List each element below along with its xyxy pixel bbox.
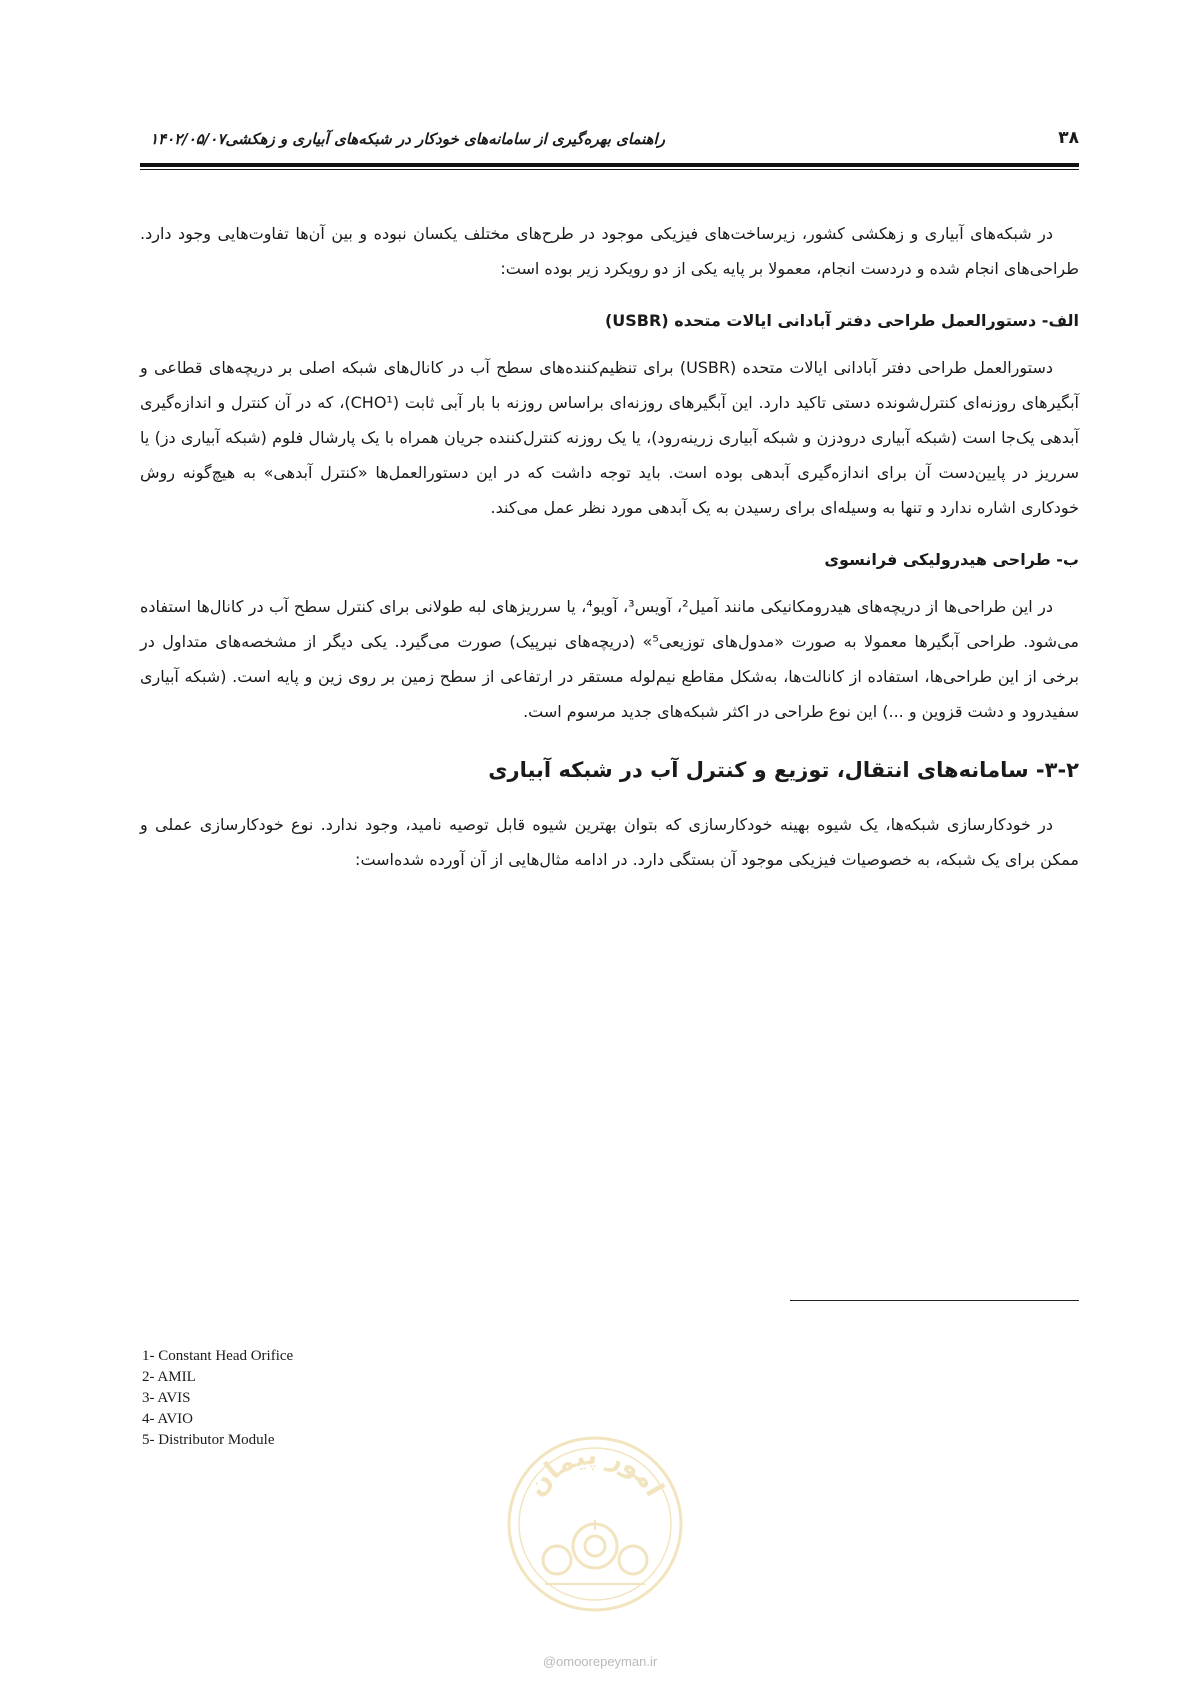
- header-rule-thick: [140, 163, 1079, 167]
- footnote-5: 5- Distributor Module: [142, 1432, 275, 1448]
- header-title-text: راهنمای بهره‌گیری از سامانه‌های خودکار در شبکه‌های آبیاری و زهکشی: [225, 130, 665, 148]
- page-header: [140, 124, 1079, 154]
- header-date: ۱۴۰۲/۰۵/۰۷: [150, 130, 226, 148]
- watermark-url: @omoorepeyman.ir: [542, 1654, 658, 1669]
- section-b-heading: ب- طراحی هیدرولیکی فرانسوی: [824, 550, 1079, 569]
- footnote-separator: [790, 1300, 1079, 1301]
- footnote-3: 3- AVIS: [142, 1390, 191, 1406]
- footnotes: [142, 1346, 293, 1451]
- section-b-paragraph: در این طراحی‌ها از دریچه‌های هیدرومکانیکی مانند آمیل²، آویس³، آویو⁴، یا سرریزهای لبه طولانی برای کنترل سطح آب در کانال‌ها استفاده می‌شود. طراحی آبگیرها معمولا به صورت «مدول‌های توزیعی⁵» (دریچه‌های نیرپیک) صورت می‌گیرد. یکی دیگر از مشخصه‌های متداول در برخی از این طراحی‌ها، استفاده از کانالت‌ها، به‌شکل مقاطع نیم‌لوله مستقر در ارتفاعی از سطح زمین بر روی زین و پایه است. (شبکه آبیاری سفیدرود و دشت قزوین و ...) این نوع طراحی در اکثر شبکه‌های جدید مرسوم است.: [140, 597, 1079, 721]
- section-a-paragraph: دستورالعمل طراحی دفتر آبادانی ایالات متحده (USBR) برای تنظیم‌کننده‌های سطح آب در کانال‌های شبکه اصلی بر دریچه‌های قطاعی و آبگیرهای روزنه‌ای کنترل‌شونده دستی تاکید دارد. این آبگیرهای روزنه‌ای براساس روزنه با بار آبی ثابت (CHO¹)، که در آن کنترل و اندازه‌گیری آبدهی یک‌جا است (شبکه آبیاری درودزن و شبکه آبیاری زرینه‌رود)، یا یک روزنه کنترل‌کننده جریان همراه با یک پارشال فلوم (شبکه آبیاری دز) یا سرریز در پایین‌دست آن برای اندازه‌گیری آبدهی بوده است. باید توجه داشت که در این دستورالعمل‌ها «کنترل آبدهی» به هیچ‌گونه روش خودکاری اشاره ندارد و تنها به وسیله‌ای برای رسیدن به یک آبدهی مورد نظر عمل می‌کند.: [140, 358, 1080, 517]
- watermark-seal-icon: [505, 1434, 685, 1614]
- section-3-2-paragraph: در خودکارسازی شبکه‌ها، یک شیوه بهینه خودکارسازی که بتوان بهترین شیوه قابل توصیه نامید، وجود ندارد. نوع خودکارسازی عملی و ممکن برای یک شبکه، به خصوصیات فیزیکی موجود آن بستگی دارد. در ادامه مثال‌هایی از آن آورده شده‌است:: [140, 815, 1079, 869]
- footnote-2: 2- AMIL: [142, 1369, 196, 1385]
- footnote-4: 4- AVIO: [142, 1411, 193, 1427]
- watermark-logo-text: امور پیمان: [521, 1440, 670, 1502]
- svg-text:امور پیمان: [521, 1441, 669, 1502]
- footnote-1: 1- Constant Head Orifice: [142, 1348, 294, 1364]
- header-rule-thin: [140, 169, 1079, 170]
- intro-paragraph: در شبکه‌های آبیاری و زهکشی کشور، زیرساخت‌های فیزیکی موجود در طرح‌های مختلف یکسان نبوده و بین آن‌ها تفاوت‌هایی وجود دارد. طراحی‌های انجام شده و دردست انجام، معمولا بر پایه یکی از دو رویکرد زیر بوده است:: [140, 224, 1079, 278]
- page-body: [140, 216, 1079, 897]
- running-title: [140, 130, 665, 148]
- section-3-2-heading: ۳-۲- سامانه‌های انتقال، توزیع و کنترل آب در شبکه آبیاری: [488, 758, 1079, 782]
- section-a-heading: الف- دستورالعمل طراحی دفتر آبادانی ایالات متحده (USBR): [604, 311, 1079, 330]
- page-number: ۳۸: [1058, 128, 1079, 148]
